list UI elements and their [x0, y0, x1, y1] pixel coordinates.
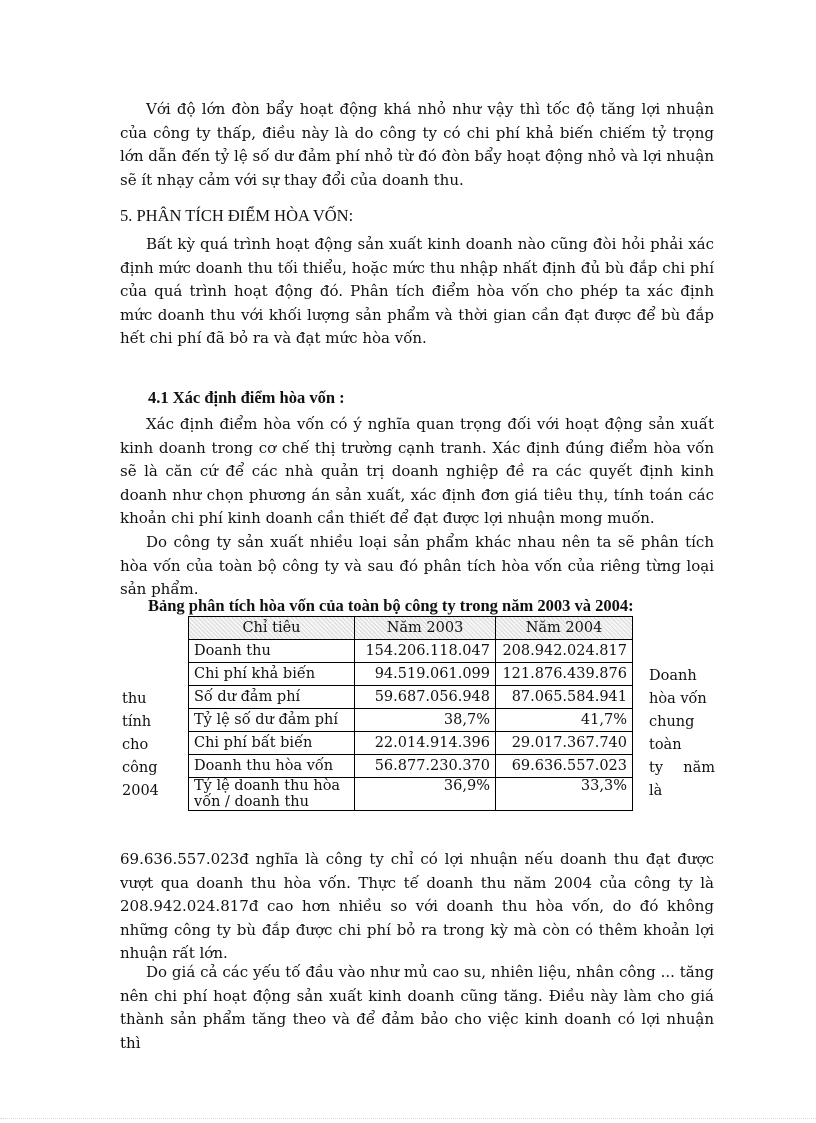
- value-2003: 36,9%: [355, 778, 496, 811]
- value-2003: 59.687.056.948: [355, 686, 496, 709]
- value-2003: 56.877.230.370: [355, 755, 496, 778]
- row-label: Số dư đảm phí: [189, 686, 355, 709]
- value-2004: 29.017.367.740: [496, 732, 633, 755]
- row-label: Chi phí bất biến: [189, 732, 355, 755]
- table-row: [189, 663, 633, 686]
- value-2003: 154.206.118.047: [355, 640, 496, 663]
- value-2004: 87.065.584.941: [496, 686, 633, 709]
- header-2003: Năm 2003: [355, 617, 496, 640]
- table-row: [189, 755, 633, 778]
- table-row: [189, 778, 633, 811]
- table-caption: Bảng phân tích hòa vốn của toàn bộ công ty trong năm 2003 và 2004:: [148, 596, 634, 615]
- paragraph-breakeven-intro: Bất kỳ quá trình hoạt động sản xuất kinh doanh nào cũng đòi hỏi phải xác định mức doanh thu tối thiểu, hoặc mức thu nhập nhất định đủ bù đắp chi phí của quá trình hoạt động đó. Phân tích điểm hòa vốn cho phép ta xác định mức doanh thu với khối lượng sản phẩm và thời gian cần đạt được để bù đắp hết chi phí đã bỏ ra và đạt mức hòa vốn.: [120, 235, 714, 347]
- document-page: Với độ lớn đòn bẩy hoạt động khá nhỏ như vậy thì tốc độ tăng lợi nhuận của công ty thấp, điều này là do công ty có chi phí khả biến chiếm tỷ trọng lớn dẫn đến tỷ lệ số dư đảm phí nhỏ từ đó đòn bẩy hoạt động nhỏ và lợi nhuận sẽ ít nhạy cảm với sự thay đổi của doanh thu. 5. PHÂN TÍCH ĐIỂM HÒA VỐN: Bất kỳ quá trình hoạt động sản xuất kinh doanh nào cũng đòi hỏi phải xác định mức doanh thu tối thiểu, hoặc mức thu nhập nhất định đủ bù đắp chi phí của quá trình hoạt động đó. Phân tích điểm hòa vốn cho phép ta xác định mức doanh thu với khối lượng sản phẩm và thời gian cần đạt được để bù đắp hết chi phí đã bỏ ra và đạt mức hòa vốn. 4.1 Xác định điểm hòa vốn : Xác định điểm hòa vốn có ý nghĩa quan trọng đối với hoạt động sản xuất kinh doanh trong cơ chế thị trường cạnh tranh. Xác định đúng điểm hòa vốn sẽ là căn cứ để các nhà quản trị doanh nghiệp đề ra các quyết định kinh doanh như chọn phương án sản xuất, xác định đơn giá tiêu thụ, tính toán các khoản chi phí kinh doanh cần thiết để đạt được lợi nhuận mong muốn. Do công ty sản xuất nhiều loại sản phẩm khác nhau nên ta sẽ phân tích hòa vốn của toàn bộ công ty và sau đó phân tích hòa vốn của riêng từng loại sản phẩm. Bảng phân tích hòa vốn của toàn bộ công ty trong năm 2003 và 2004: Chỉ tiêu Năm 2003 Năm 2004 Doanh thu 154.206.118.047 208.942.024.817 Chi phí khả biến 94.519.061.099 121.876.439.876 Số dư đảm phí 59.687.056.948 87.065.584.941 Tỷ lệ số dư đảm phí 38,7% 41,7% Chi phí bất biến 22.014.914.396 29.017.367.740 Doanh thu hòa vốn 56.877.230.370 69.636.557.023 Tỷ lệ doanh thu hòa vốn / doanh thu 36,9% 33,3% thu tính cho công 2004 Doanh hòa vốn chung toàn ty năm là 69.636.557.023đ nghĩa là công ty chỉ có lợi nhuận nếu doanh thu đạt được vượt qua doanh thu hòa vốn. Thực tế doanh thu năm 2004 của công ty là 208.942.024.817đ cao hơn nhiều so với doanh thu hòa vốn, do đó không những công ty bù đắp được chi phí bỏ ra trong kỳ mà còn có thêm khoản lợi nhuận rất lớn. Do giá cả các yếu tố đầu vào như mủ cao su, nhiên liệu, nhân công ... tăng nên chi phí hoạt động sản xuất kinh doanh cũng tăng. Điều này làm cho giá thành sản phẩm tăng theo và để đảm bảo cho việc kinh doanh có lợi nhuận thì: [0, 0, 816, 1123]
- row-label: Tỷ lệ doanh thu hòa vốn / doanh thu: [189, 778, 355, 811]
- paragraph-input-costs: Do giá cả các yếu tố đầu vào như mủ cao su, nhiên liệu, nhân công ... tăng nên chi phí hoạt động sản xuất kinh doanh cũng tăng. Điều này làm cho giá thành sản phẩm tăng theo và để đảm bảo cho việc kinh doanh có lợi nhuận thì: [120, 963, 714, 1052]
- paragraph-leverage: Với độ lớn đòn bẩy hoạt động khá nhỏ như vậy thì tốc độ tăng lợi nhuận của công ty thấp, điều này là do công ty có chi phí khả biến chiếm tỷ trọng lớn dẫn đến tỷ lệ số dư đảm phí nhỏ từ đó đòn bẩy hoạt động nhỏ và lợi nhuận sẽ ít nhạy cảm với sự thay đổi của doanh thu.: [120, 100, 714, 189]
- section-heading-5: 5. PHÂN TÍCH ĐIỂM HÒA VỐN:: [120, 206, 354, 225]
- value-2003: 38,7%: [355, 709, 496, 732]
- value-2004: 41,7%: [496, 709, 633, 732]
- header-indicator: Chỉ tiêu: [189, 617, 355, 640]
- page-bottom-divider: [0, 1118, 816, 1119]
- table-row: [189, 732, 633, 755]
- header-2004: Năm 2004: [496, 617, 633, 640]
- table-header-row: [189, 617, 633, 640]
- table-row: [189, 686, 633, 709]
- row-label: Chi phí khả biến: [189, 663, 355, 686]
- value-2004: 208.942.024.817: [496, 640, 633, 663]
- row-label: Doanh thu hòa vốn: [189, 755, 355, 778]
- paragraph-breakeven-importance: Xác định điểm hòa vốn có ý nghĩa quan trọng đối với hoạt động sản xuất kinh doanh trong cơ chế thị trường cạnh tranh. Xác định đúng điểm hòa vốn sẽ là căn cứ để các nhà quản trị doanh nghiệp đề ra các quyết định kinh doanh như chọn phương án sản xuất, xác định đơn giá tiêu thụ, tính toán các khoản chi phí kinh doanh cần thiết để đạt được lợi nhuận mong muốn.: [120, 415, 714, 527]
- row-label: Tỷ lệ số dư đảm phí: [189, 709, 355, 732]
- paragraph-breakeven-result: 69.636.557.023đ nghĩa là công ty chỉ có lợi nhuận nếu doanh thu đạt được vượt qua doanh thu hòa vốn. Thực tế doanh thu năm 2004 của công ty là 208.942.024.817đ cao hơn nhiều so với doanh thu hòa vốn, do đó không những công ty bù đắp được chi phí bỏ ra trong kỳ mà còn có thêm khoản lợi nhuận rất lớn.: [120, 850, 714, 962]
- subsection-heading-4-1: 4.1 Xác định điểm hòa vốn :: [148, 388, 345, 407]
- value-2004: 33,3%: [496, 778, 633, 811]
- value-2004: 69.636.557.023: [496, 755, 633, 778]
- breakeven-table: [188, 616, 633, 811]
- row-label: Doanh thu: [189, 640, 355, 663]
- table-row: [189, 709, 633, 732]
- value-2003: 22.014.914.396: [355, 732, 496, 755]
- value-2003: 94.519.061.099: [355, 663, 496, 686]
- paragraph-company-analysis: Do công ty sản xuất nhiều loại sản phẩm khác nhau nên ta sẽ phân tích hòa vốn của toàn bộ công ty và sau đó phân tích hòa vốn của riêng từng loại sản phẩm.: [120, 533, 714, 598]
- value-2004: 121.876.439.876: [496, 663, 633, 686]
- table-row: [189, 640, 633, 663]
